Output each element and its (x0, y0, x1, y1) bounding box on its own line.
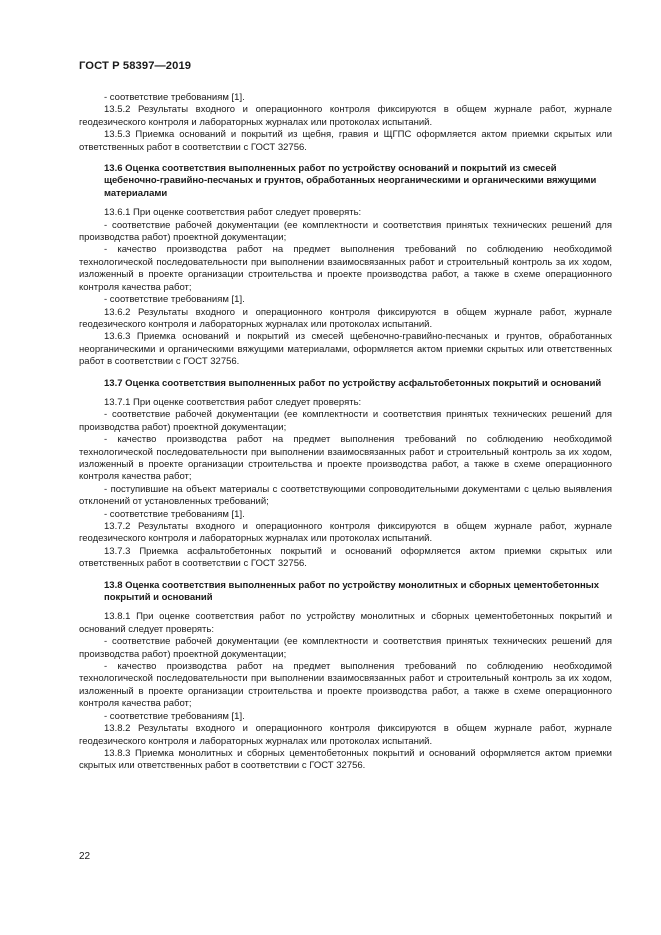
list-item: - соответствие рабочей документации (ее комплектности и соответствия принятых технических решений для производства работ) проектной документации; (79, 409, 612, 433)
paragraph-13-6-1: 13.6.1 При оценке соответствия работ следует проверять: (104, 207, 362, 219)
document-body (79, 92, 612, 773)
paragraph-13-5-3: 13.5.3 Приемка оснований и покрытий из щебня, гравия и ЩГПС оформляется актом приемки скрытых или ответственных работ в соответствии с ГОСТ 32756. (79, 129, 612, 153)
list-item: - качество производства работ на предмет выполнения требований по соблюдению необходимой технологической последовательности при выполнении взаимосвязанных работ и строительный контроль за их ходом, изложенный в проекте организации строительства и проекте производства работ, а также в схеме операционного контроля качества работ; (79, 434, 612, 483)
list-item: - соответствие требованиям [1]. (104, 294, 245, 306)
paragraph-13-6-3: 13.6.3 Приемка оснований и покрытий из смесей щебеночно-гравийно-песчаных и грунтов, обработанных неорганическими и органическими вяжущими материалами, оформляется актом приемки скрытых или ответственных работ в соответствии с ГОСТ 32756. (79, 331, 612, 368)
paragraph-13-7-1: 13.7.1 При оценке соответствия работ следует проверять: (104, 396, 362, 408)
page-number: 22 (79, 851, 91, 862)
list-item: - соответствие рабочей документации (ее комплектности и соответствия принятых технических решений для производства работ) проектной документации; (79, 636, 612, 660)
section-heading-13-7: 13.7 Оценка соответствия выполненных работ по устройству асфальтобетонных покрытий и оснований (104, 377, 602, 389)
list-item: - соответствие требованиям [1]. (104, 92, 245, 103)
document-header: ГОСТ Р 58397—2019 (79, 60, 192, 72)
list-item: - качество производства работ на предмет выполнения требований по соблюдению необходимой технологической последовательности при выполнении взаимосвязанных работ и строительный контроль за их ходом, изложенный в проекте организации строительства и проекте производства работ, а также в схеме операционного контроля качества работ; (79, 244, 612, 293)
paragraph-13-8-3: 13.8.3 Приемка монолитных и сборных цементобетонных покрытий и оснований оформляется актом приемки скрытых или ответственных работ в соответствии с ГОСТ 32756. (79, 747, 612, 772)
paragraph-13-5-2: 13.5.2 Результаты входного и операционного контроля фиксируются в общем журнале работ, журнале геодезического контроля и лабораторных журналах или протоколах испытаний. (79, 104, 612, 128)
paragraph-13-8-1: 13.8.1 При оценке соответствия работ по устройству монолитных и сборных цементобетонных покрытий и оснований следует проверять: (79, 611, 612, 635)
paragraph-13-7-3: 13.7.3 Приемка асфальтобетонных покрытий и оснований оформляется актом приемки скрытых или ответственных работ в соответствии с ГОСТ 32756. (79, 545, 612, 570)
section-heading-13-8: 13.8 Оценка соответствия выполненных работ по устройству монолитных и сборных цементобетонных покрытий и оснований (104, 579, 600, 604)
list-item: - качество производства работ на предмет выполнения требований по соблюдению необходимой технологической последовательности при выполнении взаимосвязанных работ и строительный контроль за их ходом, изложенный в проекте организации строительства и проекте производства работ, а также в схеме операционного контроля качества работ; (79, 661, 612, 710)
paragraph-13-8-2: 13.8.2 Результаты входного и операционного контроля фиксируются в общем журнале работ, журнале геодезического контроля и лабораторных журналах или протоколах испытаний. (79, 723, 612, 747)
list-item: - поступившие на объект материалы с соответствующими сопроводительными документами с целью выявления отклонений от установленных требований; (79, 483, 612, 508)
paragraph-13-6-2: 13.6.2 Результаты входного и операционного контроля фиксируются в общем журнале работ, журнале геодезического контроля и лабораторных журналах или протоколах испытаний. (79, 306, 612, 330)
list-item: - соответствие рабочей документации (ее комплектности и соответствия принятых технических решений для производства работ) проектной документации; (79, 219, 612, 244)
list-item: - соответствие требованиям [1]. (104, 508, 245, 520)
paragraph-13-7-2: 13.7.2 Результаты входного и операционного контроля фиксируются в общем журнале работ, журнале геодезического контроля и лабораторных журналах или протоколах испытаний. (79, 521, 612, 545)
section-heading-13-6: 13.6 Оценка соответствия выполненных работ по устройству оснований и покрытий из смесей щебеночно-гравийно-песчаных и грунтов, обработанных неорганическими и органическими вяжущими материалами (104, 163, 597, 199)
list-item: - соответствие требованиям [1]. (104, 710, 245, 722)
